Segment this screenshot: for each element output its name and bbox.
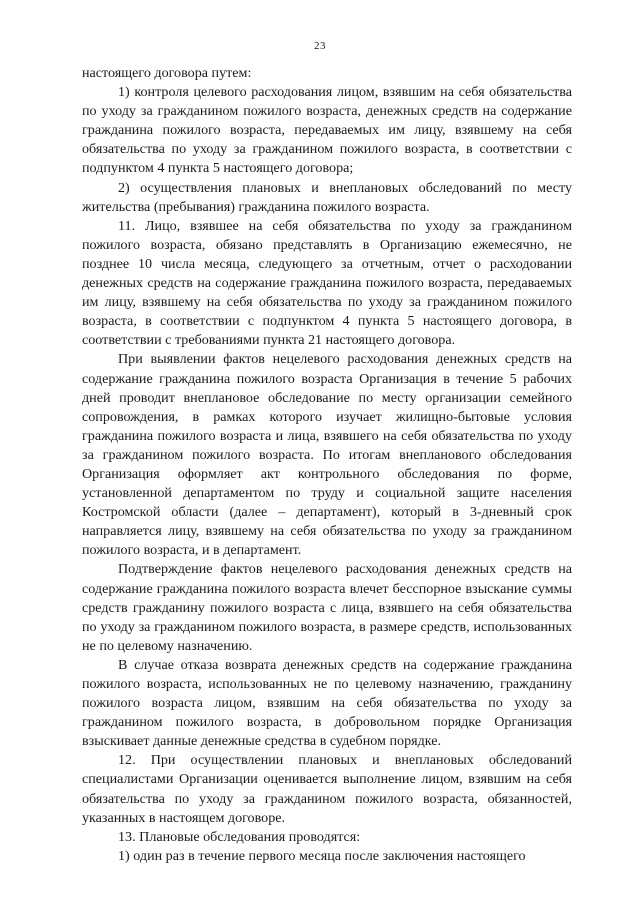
- document-body: [82, 64, 572, 866]
- paragraph-clause-13: 13. Плановые обследования проводятся:: [118, 828, 361, 845]
- paragraph-clause-11: 11. Лицо, взявшее на себя обязательства по уходу за гражданином пожилого возраста, обязано представлять в Организацию ежемесячно, не позднее 10 числа месяца, следующего за отчетным, отчет о расходовании денежных средств на содержание гражданина пожилого возраста, передаваемых им лицу, взявшему на себя обязательства по уходу за гражданином пожилого возраста, в соответствии с подпунктом 4 пункта 5 настоящего договора, в соответствии с требованиями пункта 21 настоящего договора.: [82, 217, 572, 349]
- paragraph-refusal-to-return: В случае отказа возврата денежных средств на содержание гражданина пожилого возраста, использованных не по целевому назначению, гражданину пожилого возраста лицом, взявшим на себя обязательства по уходу за гражданином пожилого возраста, в добровольном порядке Организация взыскивает данные денежные средства в судебном порядке.: [82, 656, 572, 750]
- paragraph-clause-13-item-1: 1) один раз в течение первого месяца после заключения настоящего: [118, 847, 526, 864]
- paragraph-continuation: настоящего договора путем:: [82, 65, 252, 81]
- paragraph-subitem-2: 2) осуществления плановых и внеплановых обследований по месту жительства (пребывания) гражданина пожилого возраста.: [82, 179, 572, 215]
- paragraph-clause-12: 12. При осуществлении плановых и внеплановых обследований специалистами Организации оценивается выполнение лицом, взявшим на себя обязательства по уходу за гражданином пожилого возраста, обязанностей, указанных в настоящем договоре.: [82, 752, 572, 826]
- paragraph-subitem-1: 1) контроля целевого расходования лицом, взявшим на себя обязательства по уходу за гражданином пожилого возраста, денежных средств на содержание гражданина пожилого возраста, передаваемых им лицу, взявшему на себя обязательства по уходу за гражданином пожилого возраста, в соответствии с подпунктом 4 пункта 5 настоящего договора;: [82, 84, 572, 177]
- paragraph-misuse-confirmation: Подтверждение фактов нецелевого расходования денежных средств на содержание гражданина пожилого возраста влечет бесспорное взыскание суммы средств гражданину пожилого возраста с лица, взявшего на себя обязательства по уходу за гражданином пожилого возраста, в размере средств, использованных не по целевому назначению.: [82, 561, 572, 654]
- paragraph-misuse-detection: При выявлении фактов нецелевого расходования денежных средств на содержание гражданина пожилого возраста Организация в течение 5 рабочих дней проводит внеплановое обследование по месту организации семейного сопровождения, в рамках которого изучает жилищно-бытовые условия гражданина пожилого возраста и лица, взявшего на себя обязательства по уходу за гражданином пожилого возраста. По итогам внепланового обследования Организация оформляет акт контрольного обследования по форме, установленной департаментом по труду и социальной защите населения Костромской области (далее – департамент), который в 3-дневный срок направляется лицу, взявшему на себя обязательства по уходу за гражданином пожилого возраста, и в департамент.: [82, 351, 572, 559]
- page-number: 23: [314, 40, 326, 52]
